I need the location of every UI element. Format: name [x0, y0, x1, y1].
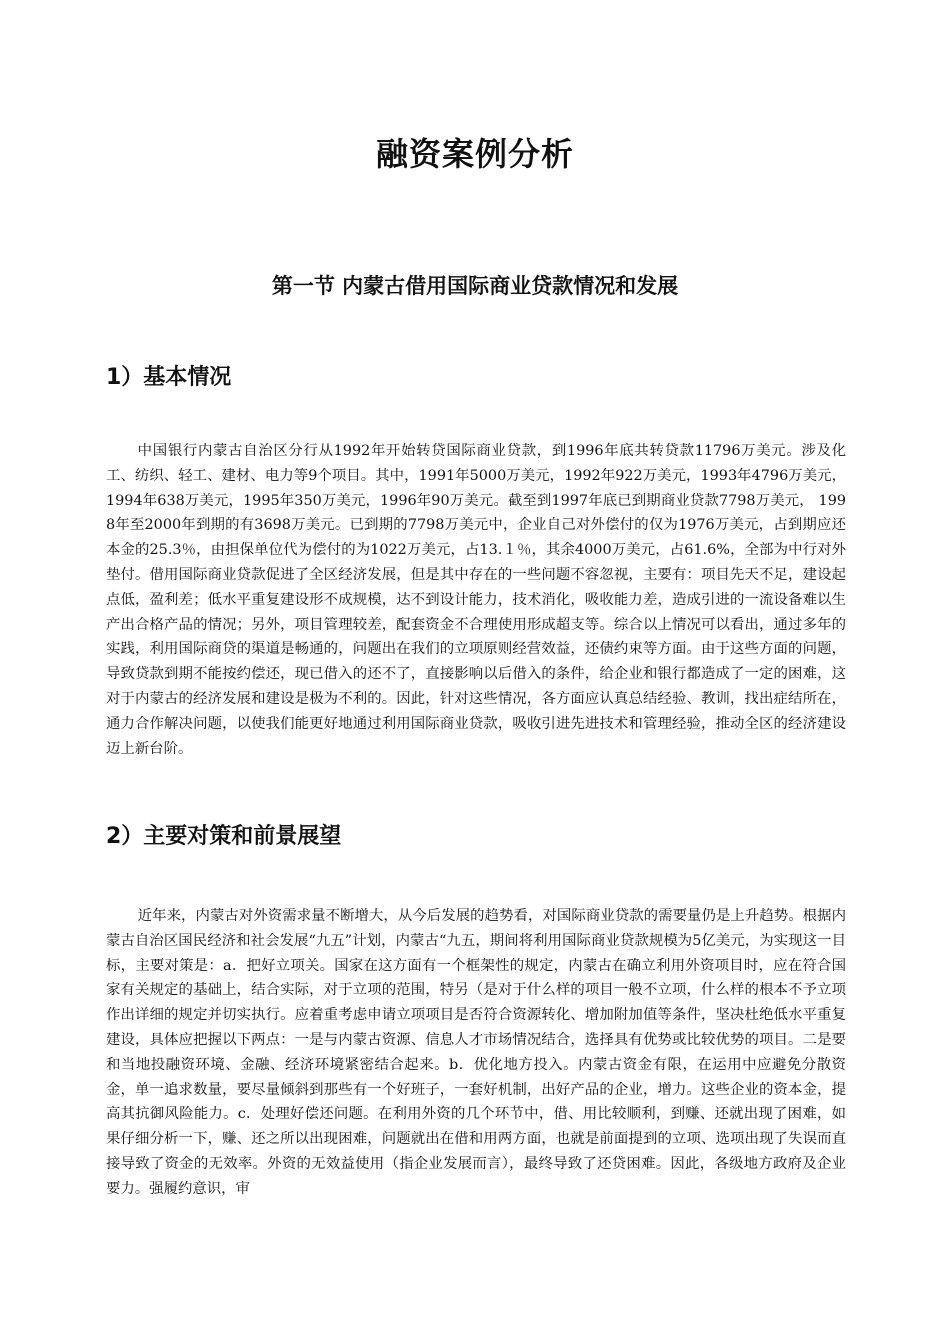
section-title: 第一节 内蒙古借用国际商业贷款情况和发展	[271, 274, 679, 298]
paragraph-countermeasures: 近年来，内蒙古对外资需求量不断增大，从今后发展的趋势看，对国际商业贷款的需要量仍是上升趋势。根据内蒙古自治区国民经济和社会发展“九五”计划，内蒙古“九五，期间将利用国际商业贷款规模为5亿美元，为实现这一目标，主要对策是：a．把好立项关。国家在这方面有一个框架性的规定，内蒙古在确立利用外资项目时，应在符合国家有关规定的基础上，结合实际，对于立项的范围，特另（是对于什么样的项目一般不立项，什么样的根本不予立项作出详细的规定并切实执行。应着重考虑申请立项项目是否符合资源转化、增加附加值等条件，坚决杜绝低水平重复建设，具体应把握以下两点：一是与内蒙古资源、信息人才市场情况结合，选择具有优势或比较优势的项目。二是要和当地投融资环境、金融、经济环境紧密结合起来。b．优化地方投入。内蒙古资金有限，在运用中应避免分散资金，单一追求数量，要尽量倾斜到那些有一个好班子，一套好机制，出好产品的企业，增力。这些企业的资本金，提高其抗御风险能力。c．处理好偿还问题。在利用外资的几个环节中，借、用比较顺利，到赚、还就出现了困难，如果仔细分析一下，赚、还之所以出现困难，问题就出在借和用两方面，也就是前面提到的立项、选项出现了失误而直接导致了资金的无效率。外资的无效益使用（指企业发展而言），最终导致了还贷困难。因此，各级地方政府及企业要力。强履约意识，审	[106, 908, 846, 1197]
subsection-heading-countermeasures: 2）主要对策和前景展望	[106, 824, 342, 849]
subsection-heading-basic-situation: 1）基本情况	[106, 365, 232, 390]
document-title: 融资案例分析	[375, 135, 574, 173]
paragraph-basic-situation: 中国银行内蒙古自治区分行从1992年开始转贷国际商业贷款，到1996年底共转贷款11796万美元。涉及化工、纺织、轻工、建材、电力等9个项目。其中，1991年5000万美元，1992年922万美元，1993年4796万美元，1994年638万美元，1995年350万美元，1996年90万美元。截至到1997年底已到期商业贷款7798万美元， 1998年至2000年到期的有3698万美元。已到期的7798万美元中，企业自己对外偿付的仅为1976万美元，占到期应还本金的25.3％，由担保单位代为偿付的为1022万美元，占13.１％，其余4000万美元，占61.6%，全部为中行对外垫付。借用国际商业贷款促进了全区经济发展，但是其中存在的一些问题不容忽视，主要有：项目先天不足，建设起点低，盈利差；低水平重复建设形不成规模，达不到设计能力，技术消化，吸收能力差，造成引进的一流设备难以生产出合格产品的情况；另外，项目管理较差，配套资金不合理使用形成超支等。综合以上情况可以看出，通过多年的实践，利用国际商贷的渠道是畅通的，问题出在我们的立项原则经营效益，还债约束等方面。由于这些方面的问题，导致贷款到期不能按约偿还，现已借入的还不了，直接影响以后借入的条件，给企业和银行都造成了一定的困难，这对于内蒙古的经济发展和建设是极为不利的。因此，针对这些情况，各方面应认真总结经验、教训，找出症结所在，通力合作解决问题，以使我们能更好地通过利用国际商业贷款，吸收引进先进技术和管理经验，推动全区的经济建设迈上新台阶。	[106, 443, 846, 757]
